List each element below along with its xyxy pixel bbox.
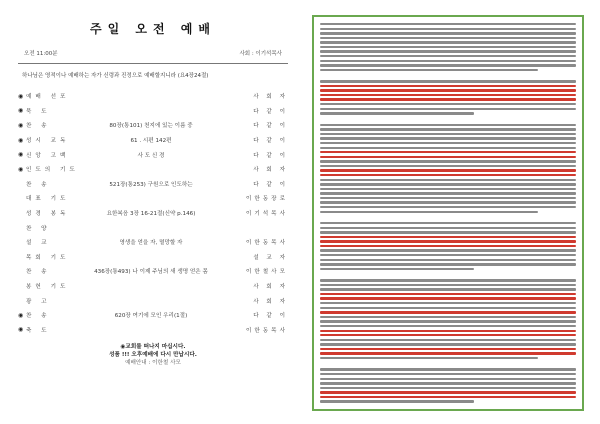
order-row (18, 235, 288, 250)
order-label: 성경 봉독 (26, 211, 70, 218)
order-row (18, 264, 288, 279)
closing-announcement: ◉교회를 떠나지 마십시다. (120, 344, 186, 351)
order-label: 설 교 (26, 240, 51, 247)
order-row (18, 293, 288, 308)
order-label: 봉헌 기도 (26, 284, 70, 291)
sermon-paragraph (320, 23, 576, 71)
order-label: 찬 양 (26, 225, 51, 232)
bullet-icon: ◉ (18, 311, 24, 319)
order-row (18, 191, 288, 206)
closing-notes (18, 343, 288, 367)
sermon-paragraph (320, 222, 576, 270)
sermon-paragraph (320, 368, 576, 402)
order-content: 620장 여기에 모인 우리(1절) (114, 313, 188, 320)
order-row (18, 279, 288, 294)
order-label: 신앙 고백 (26, 152, 70, 159)
order-leader: 사 회 자 (253, 167, 288, 174)
order-leader: 이한동목사 (245, 327, 288, 334)
order-content: 521장(통253) 구원으로 인도하는 (109, 181, 193, 188)
order-leader: 사 회 자 (253, 298, 288, 305)
order-leader: 사 회 자 (253, 284, 288, 291)
worship-theme: 하나님은 영적이나 예배하는 자가 신령과 진정으로 예배할지니라 (요4장24절) (22, 73, 209, 79)
order-leader: 이한동장로 (245, 196, 288, 203)
worship-guide: 예배안내 : 이한철 사모 (125, 360, 181, 367)
bullet-icon: ◉ (18, 165, 24, 173)
order-leader: 다 같 이 (253, 108, 288, 115)
order-content: 436장(통493) 나 이제 주님의 새 생명 얻은 몸 (94, 269, 208, 276)
order-list (18, 89, 288, 337)
order-row (18, 308, 288, 323)
bullet-icon: ◉ (18, 326, 24, 334)
order-label: 인도의 기도 (26, 167, 79, 174)
order-content: 영생을 얻을 자, 멸망할 자 (119, 240, 183, 247)
order-row (18, 250, 288, 265)
order-label: 묵 도 (26, 108, 51, 115)
order-label: 대표 기도 (26, 196, 70, 203)
order-leader: 다 같 이 (253, 181, 288, 188)
order-content: 80장(통101) 천지에 있는 이름 중 (109, 123, 193, 130)
bullet-icon: ◉ (18, 121, 24, 129)
order-row (18, 162, 288, 177)
order-label: 예배 선포 (26, 94, 70, 101)
order-row (18, 133, 288, 148)
order-row (18, 220, 288, 235)
order-leader: 다 같 이 (253, 123, 288, 130)
bullet-icon: ◉ (18, 136, 24, 144)
order-content: 요한복음 3장 16-21절(신약 p.146) (106, 211, 196, 218)
service-time: 오전 11:00분 (24, 51, 58, 57)
order-label: 찬 송 (26, 269, 51, 276)
sermon-paragraph (320, 279, 576, 359)
bullet-icon: ◉ (18, 107, 24, 115)
order-leader: 설 교 자 (253, 254, 288, 261)
bullet-icon: ◉ (18, 151, 24, 159)
order-row (18, 206, 288, 221)
order-leader: 이한철사모 (245, 269, 288, 276)
order-row (18, 323, 288, 338)
sermon-paragraph (320, 124, 576, 213)
worship-order-panel (18, 20, 288, 367)
order-label: 찬 송 (26, 181, 51, 188)
order-content: 사 도 신 경 (137, 152, 165, 159)
order-label: 성시 교독 (26, 138, 70, 145)
order-row (18, 89, 288, 104)
order-label: 찬 송 (26, 313, 51, 320)
closing-greeting: 성품 !!! 오후예배에 다시 만납시다. (109, 352, 197, 359)
order-row (18, 104, 288, 119)
order-row (18, 177, 288, 192)
order-leader: 다 같 이 (253, 313, 288, 320)
order-row (18, 147, 288, 162)
order-label: 찬 송 (26, 123, 51, 130)
order-leader: 이한동목사 (245, 240, 288, 247)
order-label: 축 도 (26, 327, 51, 334)
order-row (18, 118, 288, 133)
order-content: 61 . 시편 142편 (130, 138, 172, 145)
order-label: 광 고 (26, 298, 51, 305)
order-label: 목회 기도 (26, 254, 70, 261)
order-leader: 이기석목사 (245, 211, 288, 218)
sermon-paragraph (320, 80, 576, 114)
order-leader: 다 같 이 (253, 138, 288, 145)
service-meta (24, 49, 282, 57)
service-leader: 사회 : 이기석목사 (239, 51, 282, 57)
page-title: 주일 오전 예배 (90, 22, 216, 36)
bullet-icon: ◉ (18, 92, 24, 100)
order-leader: 다 같 이 (253, 152, 288, 159)
divider (18, 63, 288, 64)
sermon-text-panel (312, 15, 584, 411)
order-leader: 사 회 자 (253, 94, 288, 101)
